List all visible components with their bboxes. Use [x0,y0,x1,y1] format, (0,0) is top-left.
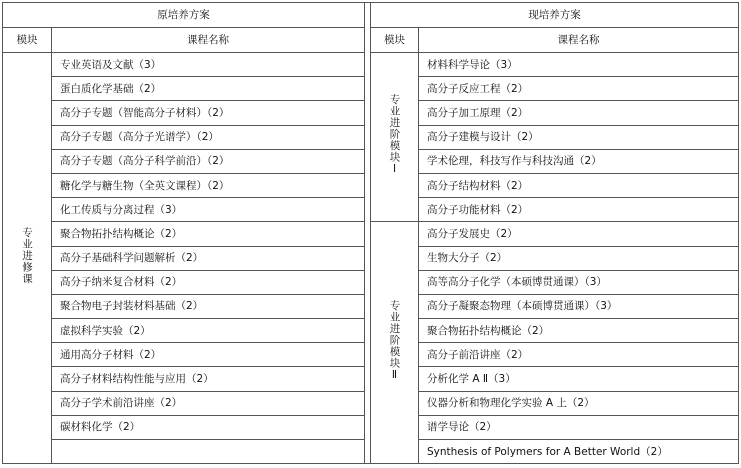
column-divider [365,198,371,222]
current-course-cell: 高分子建模与设计（2） [419,125,739,149]
column-divider [365,77,371,101]
column-divider [365,391,371,415]
column-divider [365,440,371,464]
current-course-cell: 高分子发展史（2） [419,222,739,246]
original-course-cell: 高分子专题（高分子科学前沿）（2） [52,149,365,173]
curriculum-comparison-table [2,2,739,464]
original-course-cell: 糖化学与糖生物（全英文课程）（2） [52,173,365,197]
original-course-cell: 高分子材料结构性能与应用（2） [52,367,365,391]
column-divider [365,101,371,125]
column-divider [365,270,371,294]
current-course-cell: 高分子前沿讲座（2） [419,343,739,367]
current-course-cell: 学术伦理，科技写作与科技沟通（2） [419,149,739,173]
current-course-cell: 高等高分子化学（本硕博贯通课）（3） [419,270,739,294]
original-course-cell: 聚合物拓扑结构概论（2） [52,222,365,246]
current-module-col-header: 模块 [371,28,419,53]
original-course-cell: 专业英语及文献（3） [52,53,365,77]
original-course-cell: 聚合物电子封装材料基础（2） [52,294,365,318]
original-course-cell: 高分子学术前沿讲座（2） [52,391,365,415]
original-course-cell: 高分子专题（高分子光谱学）（2） [52,125,365,149]
original-course-cell: 高分子专题（智能高分子材料）（2） [52,101,365,125]
original-course-cell [52,440,365,464]
column-divider [365,319,371,343]
current-course-col-header: 课程名称 [419,28,739,53]
current-course-cell: 高分子加工原理（2） [419,101,739,125]
table-row [3,53,739,77]
table-row [3,222,739,246]
current-module1-label: 专业进阶模块Ⅰ [388,94,401,177]
current-course-cell: 高分子结构材料（2） [419,173,739,197]
column-divider [365,173,371,197]
column-divider [365,294,371,318]
original-module-cell [3,53,52,464]
current-course-cell: 仪器分析和物理化学实验 A 上（2） [419,391,739,415]
column-divider [365,125,371,149]
original-course-cell: 虚拟科学实验（2） [52,319,365,343]
current-module2-cell [371,222,419,464]
current-course-cell: 生物大分子（2） [419,246,739,270]
original-course-cell: 蛋白质化学基础（2） [52,77,365,101]
current-course-cell: 聚合物拓扑结构概论（2） [419,319,739,343]
original-module-col-header: 模块 [3,28,52,53]
original-course-cell: 通用高分子材料（2） [52,343,365,367]
original-course-cell: 高分子纳米复合材料（2） [52,270,365,294]
original-course-cell: 化工传质与分离过程（3） [52,198,365,222]
column-divider [365,246,371,270]
original-plan-header: 原培养方案 [3,3,365,28]
current-module1-cell [371,53,419,222]
column-divider [365,415,371,439]
original-course-cell: 碳材料化学（2） [52,415,365,439]
current-course-cell: 高分子凝聚态物理（本硕博贯通课）（3） [419,294,739,318]
current-plan-header: 现培养方案 [371,3,739,28]
current-course-cell: 谱学导论（2） [419,415,739,439]
column-divider [365,149,371,173]
current-course-cell: 高分子反应工程（2） [419,77,739,101]
column-divider [365,343,371,367]
current-module2-label: 专业进阶模块Ⅱ [388,299,401,382]
current-course-cell: 高分子功能材料（2） [419,198,739,222]
current-course-cell: 分析化学 A Ⅱ（3） [419,367,739,391]
column-divider [365,367,371,391]
current-course-cell: Synthesis of Polymers for A Better World（2） [419,440,739,464]
original-module-label: 专业进修课 [21,227,33,285]
original-course-cell: 高分子基础科学问题解析（2） [52,246,365,270]
original-course-col-header: 课程名称 [52,28,365,53]
current-course-cell: 材料科学导论（3） [419,53,739,77]
